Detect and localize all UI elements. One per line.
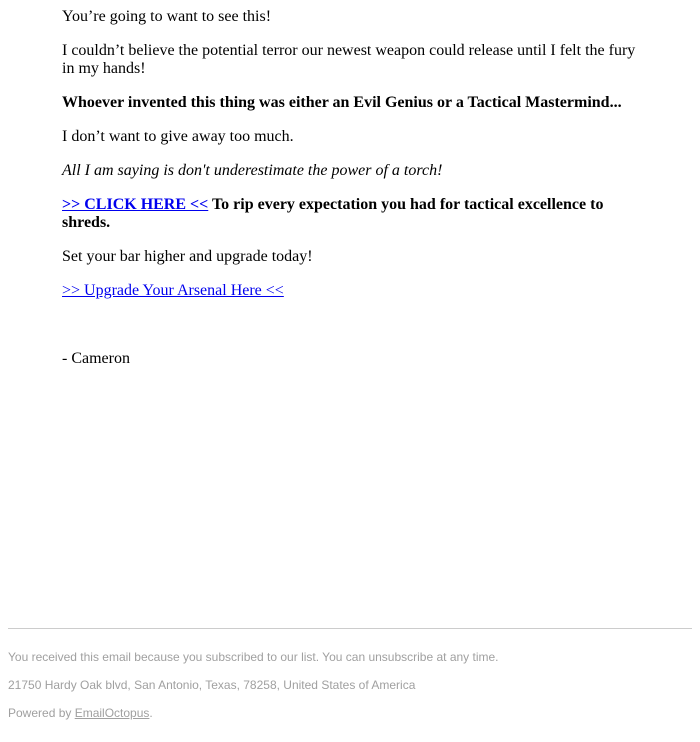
- footer-address-text: 21750 Hardy Oak blvd, San Antonio, Texas, 78258, United States of America: [8, 678, 416, 692]
- footer-received-text: You received this email because you subscribed to our list. You can unsubscribe at any time.: [8, 650, 499, 664]
- footer-divider: [8, 628, 692, 629]
- signature: - Cameron: [62, 350, 130, 367]
- emailoctopus-link[interactable]: EmailOctopus: [74, 706, 150, 720]
- believe-text: I couldn’t believe the potential terror our newest weapon could release until I felt the fury in my hands!: [62, 42, 636, 77]
- powered-suffix: .: [149, 706, 153, 720]
- footer-powered-text: [8, 706, 692, 720]
- whoever-text: Whoever invented this thing was either an Evil Genius or a Tactical Mastermind...: [62, 94, 622, 111]
- footer-received: [8, 650, 692, 664]
- bar-text: Set your bar higher and upgrade today!: [62, 248, 313, 265]
- cta-paragraph: [62, 196, 622, 232]
- footer-powered: [8, 706, 692, 720]
- give-away-text: I don’t want to give away too much.: [62, 128, 294, 145]
- powered-prefix: Powered by: [8, 706, 75, 720]
- footer-address: [8, 678, 692, 692]
- click-here-link[interactable]: >> CLICK HERE <<: [62, 196, 209, 213]
- intro-text: You’re going to want to see this!: [62, 8, 272, 25]
- upgrade-arsenal-link[interactable]: >> Upgrade Your Arsenal Here <<: [62, 282, 284, 299]
- upgrade-paragraph: [62, 282, 642, 300]
- torch-text: All I am saying is don't underestimate the power of a torch!: [62, 162, 443, 179]
- cta-text: To rip every expectation you had for tactical excellence to shreds.: [62, 196, 604, 231]
